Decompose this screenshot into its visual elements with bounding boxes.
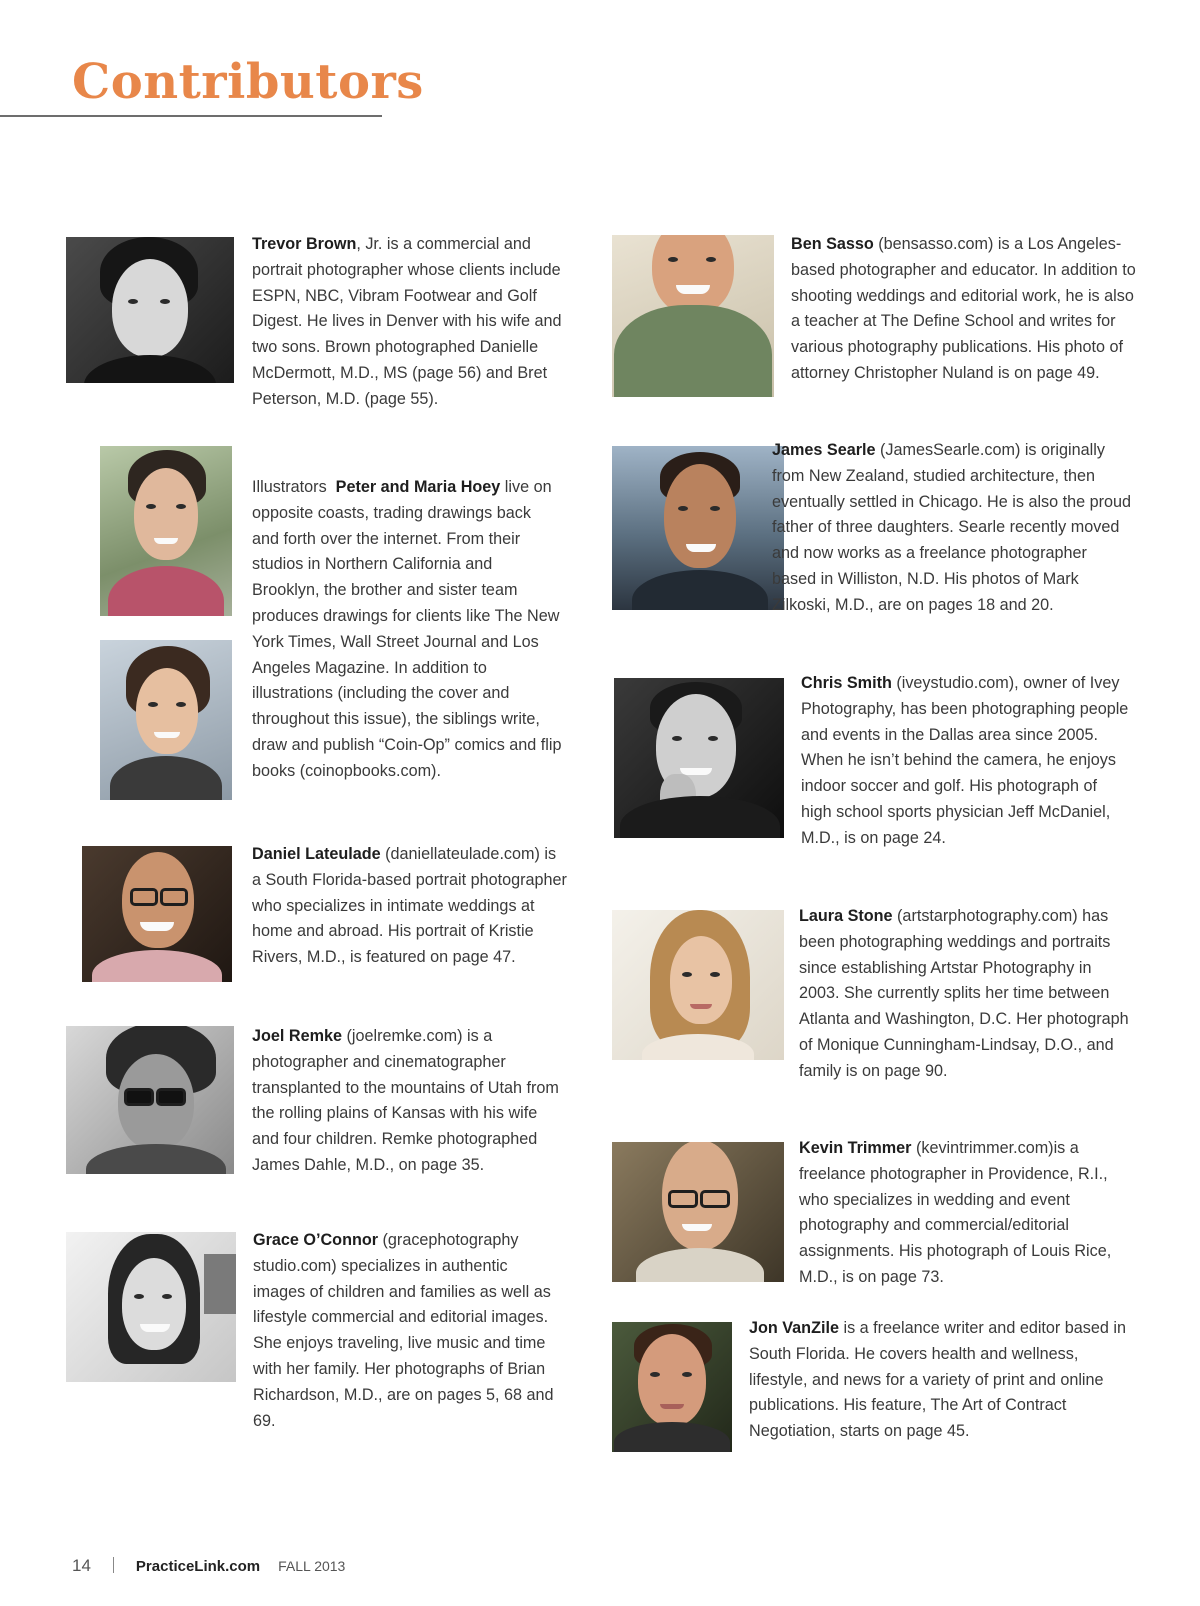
- contributor-description: (artstarphotography.com) has been photographing weddings and portraits since establishing Artstar Photography in 2003. She currently splits her time between Atlanta and Washington, D.C. Her photograph of Monique Cunningham-Lindsay, D.O., and family is on page 90.: [799, 907, 1129, 1080]
- contributor-photo-james-searle: [612, 446, 784, 610]
- contributor-bio-daniel-lateulade: [252, 842, 567, 971]
- contributor-photo-daniel-lateulade: [82, 846, 232, 982]
- contributor-photo-peter-hoey: [100, 446, 232, 616]
- contributor-name: Grace O’Connor: [253, 1231, 379, 1249]
- contributor-bio-laura-stone: [799, 904, 1129, 1085]
- page-footer: [72, 1556, 345, 1576]
- contributor-name: Ben Sasso: [791, 235, 874, 253]
- page-number: 14: [72, 1556, 91, 1575]
- contributor-bio-peter-and-maria-hoey: [252, 475, 562, 785]
- contributor-photo-joel-remke: [66, 1026, 234, 1174]
- footer-site: PracticeLink.com: [135, 1558, 261, 1575]
- contributor-bio-ben-sasso: [791, 232, 1141, 387]
- contributor-name: Laura Stone: [799, 907, 893, 925]
- contributor-description: live on opposite coasts, trading drawings back and forth over the internet. From their studios in Northern California and Brooklyn, the brother and sister team produces drawings for clients like The New York Times, Wall Street Journal and Los Angeles Magazine. In addition to illustrations (including the cover and throughout this issue), the siblings write, draw and publish “Coin-Op” comics and flip books (coinopbooks.com).: [252, 478, 562, 780]
- contributor-name: Trevor Brown: [252, 235, 357, 253]
- contributor-bio-chris-smith: [801, 671, 1131, 852]
- contributor-photo-kevin-trimmer: [612, 1142, 784, 1282]
- contributor-photo-jon-vanzile: [612, 1322, 732, 1452]
- contributor-description: (iveystudio.com), owner of Ivey Photography, has been photographing people and events in the Dallas area since 2005. When he isn’t behind the camera, he enjoys indoor soccer and golf. His photograph of high school sports physician Jeff McDaniel, M.D., is on page 24.: [801, 674, 1129, 847]
- contributor-description: (kevintrimmer.com)is a freelance photographer in Providence, R.I., who specializes in wedding and event photography and commercial/editorial assignments. His photograph of Louis Rice, M.D., is on page 73.: [799, 1139, 1112, 1286]
- contributor-name: Jon VanZile: [749, 1319, 839, 1337]
- contributor-name: James Searle: [772, 441, 876, 459]
- contributor-bio-grace-oconnor: [253, 1228, 563, 1434]
- contributor-description: , Jr. is a commercial and portrait photographer whose clients include ESPN, NBC, Vibram Footwear and Golf Digest. He lives in Denver with his wife and two sons. Brown photographed Danielle McDermott, M.D., MS (page 56) and Bret Peterson, M.D. (page 55).: [252, 235, 562, 408]
- contributor-photo-grace-oconnor: [66, 1232, 236, 1382]
- contributor-bio-trevor-brown: [252, 232, 562, 413]
- contributor-name: Kevin Trimmer: [799, 1139, 912, 1157]
- contributor-photo-laura-stone: [612, 910, 784, 1060]
- contributor-name: Joel Remke: [252, 1027, 342, 1045]
- contributor-bio-jon-vanzile: [749, 1316, 1129, 1445]
- contributor-bio-joel-remke: [252, 1024, 562, 1179]
- contributor-prefix: Illustrators: [252, 478, 336, 496]
- contributor-description: is a freelance writer and editor based in South Florida. He covers health and wellness, lifestyle, and news for a variety of print and online publications. His feature, The Art of Contract Negotiation, starts on page 45.: [749, 1319, 1127, 1441]
- contributor-photo-trevor-brown: [66, 237, 234, 383]
- contributor-description: (daniellateulade.com) is a South Florida-based portrait photographer who specializes in intimate weddings at home and abroad. His portrait of Kristie Rivers, M.D., is featured on page 47.: [252, 845, 567, 967]
- page-title: Contributors: [72, 54, 424, 110]
- contributor-photo-maria-hoey: [100, 640, 232, 800]
- contributor-description: (bensasso.com) is a Los Angeles-based photographer and educator. In addition to shooting weddings and editorial work, he is also a teacher at The Define School and writes for various photography publications. His photo of attorney Christopher Nuland is on page 49.: [791, 235, 1136, 382]
- contributor-photo-ben-sasso: [612, 235, 774, 397]
- contributor-name: Peter and Maria Hoey: [335, 478, 501, 496]
- contributor-description: (JamesSearle.com) is originally from New Zealand, studied architecture, then eventually settled in Chicago. He is also the proud father of three daughters. Searle recently moved and now works as a freelance photographer based in Williston, N.D. His photos of Mark Zilkoski, M.D., are on pages 18 and 20.: [772, 441, 1132, 614]
- footer-divider: [113, 1557, 114, 1573]
- contributor-bio-james-searle: [772, 438, 1132, 619]
- contributor-bio-kevin-trimmer: [799, 1136, 1139, 1291]
- contributor-photo-chris-smith: [614, 678, 784, 838]
- contributor-description: (gracephotography studio.com) specializes in authentic images of children and families as well as lifestyle commercial and editorial images. She enjoys traveling, live music and time with her family. Her photographs of Brian Richardson, M.D., are on pages 5, 68 and 69.: [253, 1231, 554, 1430]
- footer-issue: FALL 2013: [278, 1558, 346, 1574]
- title-divider: [0, 115, 382, 117]
- contributor-name: Chris Smith: [801, 674, 892, 692]
- contributor-name: Daniel Lateulade: [252, 845, 381, 863]
- contributor-description: (joelremke.com) is a photographer and cinematographer transplanted to the mountains of Utah from the rolling plains of Kansas with his wife and four children. Remke photographed James Dahle, M.D., on page 35.: [252, 1027, 559, 1174]
